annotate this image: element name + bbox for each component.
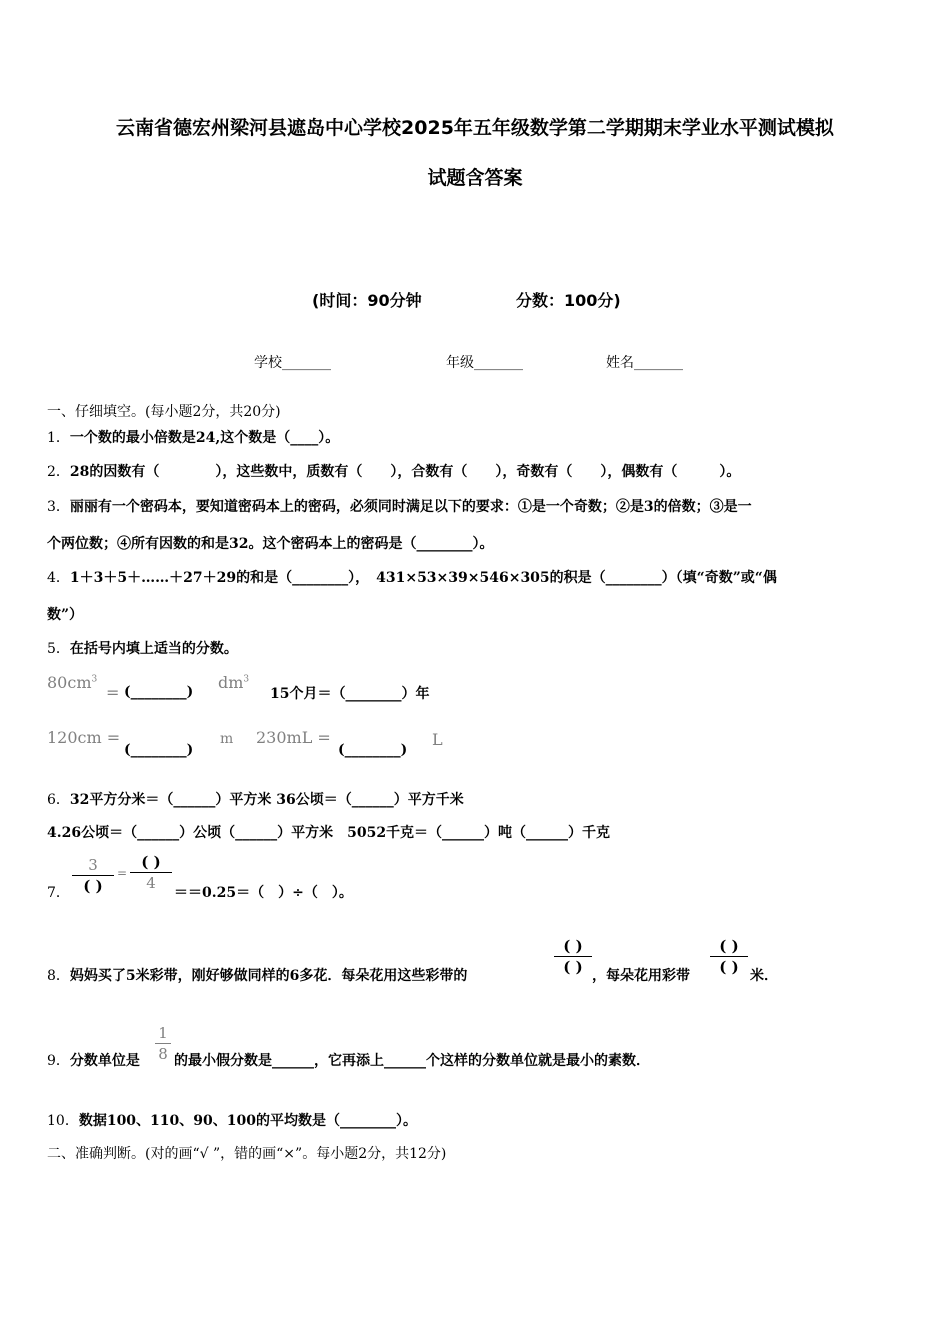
question-number: 9．: [47, 1053, 70, 1069]
q5-r2-blank: (________): [124, 742, 194, 758]
question-number: 3．: [47, 499, 70, 515]
question-number: 5．: [47, 641, 70, 657]
q7-tail: ＝＝0.25＝（ ）÷（ ）。: [174, 885, 353, 901]
question-number: 10．: [47, 1113, 79, 1129]
question-6: [47, 789, 464, 809]
question-2: [47, 461, 740, 481]
question-number: 6．: [47, 792, 70, 808]
question-number: 2．: [47, 464, 70, 480]
question-text: 数据100、110、90、100的平均数是（________）。: [78, 1113, 417, 1129]
q5-r2-unit: m: [220, 731, 234, 747]
question-text: 在括号内填上适当的分数。: [69, 641, 238, 657]
name-field: 姓名_______: [606, 355, 683, 371]
question-text: 丽丽有一个密码本，要知道密码本上的密码，必须同时满足以下的要求：①是一个奇数；②是3的倍数；③是一: [69, 499, 752, 515]
question-8: [47, 965, 467, 985]
q5-r1-equals: =: [106, 683, 120, 702]
section2-header: 二、准确判断。(对的画“√ ”，错的画“×”。每小题2分，共12分): [47, 1146, 447, 1162]
q7-equals: =: [117, 866, 128, 880]
document-title-line1: 云南省德宏州梁河县遮岛中心学校2025年五年级数学第二学期期末学业水平测试模拟: [116, 117, 834, 139]
q7-number: 7．: [47, 885, 70, 901]
question-text: 1＋3＋5＋……＋27＋29的和是（________）， 431×53×39×546×305的积是（________）（填“奇数”或“偶: [69, 570, 777, 586]
question-5: [47, 638, 238, 658]
question-number: 4．: [47, 570, 70, 586]
question-number: 8．: [47, 968, 70, 984]
grade-field: 年级_______: [446, 355, 523, 371]
question-text: 28的因数有（ ），这些数中，质数有（ ），合数有（ ），奇数有（ ），偶数有（ ）。: [69, 464, 741, 480]
q8-fraction-2: ( ) ( ): [710, 937, 748, 976]
question-4: [47, 567, 777, 587]
q5-r2-quantity: 120cm =: [47, 728, 121, 747]
question-6-line2: 4.26公顷＝（______）公顷（______）平方米 5052千克＝（______）吨（______）千克: [47, 825, 611, 841]
q5-r1-months: 15个月＝（________）年: [270, 686, 430, 702]
school-field: 学校_______: [254, 355, 331, 371]
exam-score: 分数：100分): [516, 291, 621, 310]
q5-r1-quantity: $80cm^3$: [47, 673, 98, 692]
q8-fraction-1: ( ) ( ): [554, 937, 592, 976]
q8-tail: 米．: [750, 968, 778, 984]
q9-fraction: 1 8: [155, 1024, 171, 1063]
question-4-continued: 数”）: [47, 607, 84, 623]
q7-fraction-2: ( ) 4: [130, 853, 172, 892]
question-text: 一个数的最小倍数是24,这个数是（____）。: [69, 430, 340, 446]
q7-fraction-1: 3 ( ): [72, 856, 114, 895]
question-1: [47, 427, 339, 447]
question-10: [47, 1110, 417, 1130]
question-text: 32平方分米＝（______）平方米 36公顷＝（______）平方千米: [69, 792, 464, 808]
question-3: [47, 496, 752, 516]
q8-mid: ，每朵花用彩带: [592, 968, 690, 984]
q5-r1-unit: $dm^3$: [218, 673, 250, 692]
exam-time: (时间：90分钟: [312, 291, 422, 310]
question-text: 分数单位是: [69, 1053, 140, 1069]
question-number: 1．: [47, 430, 70, 446]
q5-r2-unit-2: L: [432, 730, 443, 749]
question-9: [47, 1050, 140, 1070]
q5-r2-blank-2: (________): [338, 742, 408, 758]
question-3-continued: 个两位数；④所有因数的和是32。这个密码本上的密码是（________）。: [47, 536, 494, 552]
q5-r2-quantity-2: 230mL =: [256, 728, 331, 747]
question-text: 妈妈买了5米彩带，刚好够做同样的6多花．每朵花用这些彩带的: [69, 968, 468, 984]
q9-text-continued: 的最小假分数是______，它再添上______个这样的分数单位就是最小的素数．: [174, 1053, 650, 1069]
q5-r1-blank: (________): [124, 684, 194, 700]
document-title-line2: 试题含答案: [427, 167, 523, 189]
section1-header: 一、仔细填空。(每小题2分，共20分): [47, 404, 281, 420]
